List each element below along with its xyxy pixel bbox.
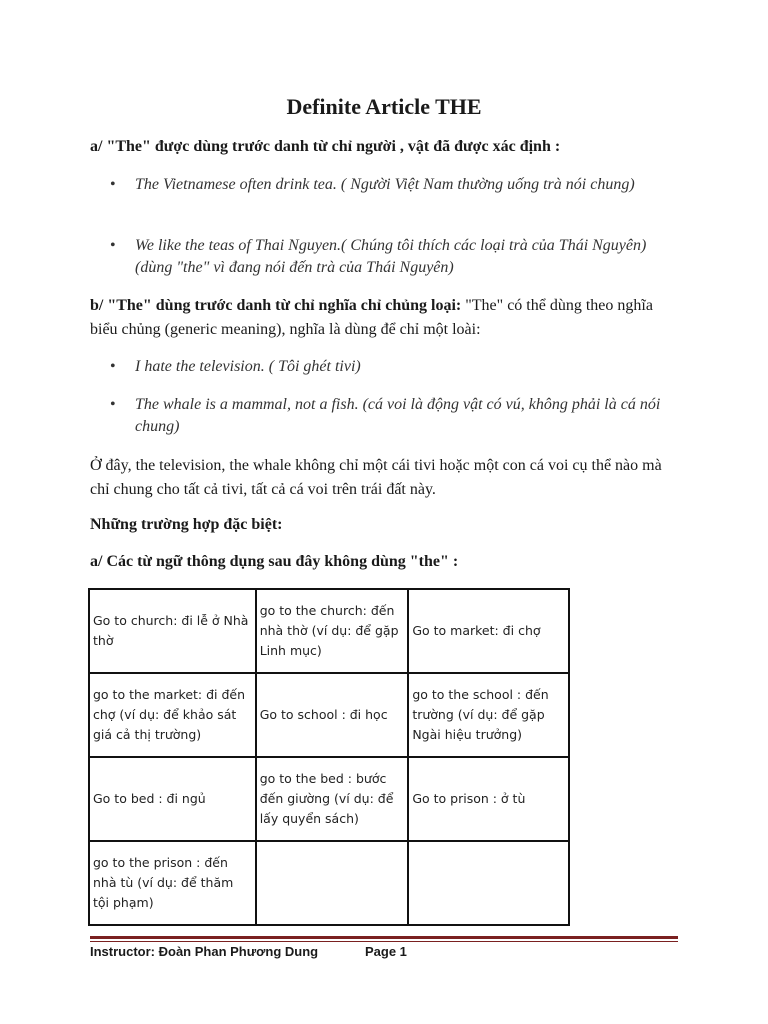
table-cell: go to the school : đến trường (ví dụ: để gặp Ngài hiệu trưởng): [408, 673, 569, 757]
list-item-text: The whale is a mammal, not a fish. (cá voi là động vật có vú, không phải là cá nói chung): [135, 396, 661, 435]
table-cell: go to the market: đi đến chợ (ví dụ: để khảo sát giá cả thị trường): [89, 673, 256, 757]
footer-divider: [90, 936, 678, 939]
list-item-text: We like the teas of Thai Nguyen.( Chúng tôi thích các loại trà của Thái Nguyên) (dùng "the" vì đang nói đến trà của Thái Nguyên): [135, 237, 647, 276]
bullet-icon: •: [110, 358, 116, 375]
special-a-heading: a/ Các từ ngữ thông dụng sau đây không dùng "the" :: [90, 553, 459, 570]
special-cases-heading: Những trường hợp đặc biệt:: [90, 516, 283, 533]
footer-divider-thin: [90, 941, 678, 942]
table-cell: Go to church: đi lễ ở Nhà thờ: [89, 589, 256, 673]
section-a-heading: a/ "The" được dùng trước danh từ chỉ người , vật đã được xác định :: [90, 138, 561, 155]
table-cell: [408, 841, 569, 925]
section-b-heading: [90, 294, 680, 342]
list-item: [110, 235, 680, 279]
table-cell: go to the prison : đến nhà tù (ví dụ: để thăm tội phạm): [89, 841, 256, 925]
list-item-text: I hate the television. ( Tôi ghét tivi): [135, 358, 361, 375]
table-row: [89, 589, 569, 673]
section-b-heading-rest: "The" có thể dùng theo nghĩa biểu chủng (generic meaning), nghĩa là dùng để chỉ một loài:: [90, 297, 653, 338]
table-cell: Go to prison : ở tù: [408, 757, 569, 841]
page-title: Definite Article THE: [286, 94, 482, 119]
table-row: [89, 757, 569, 841]
table-cell: go to the bed : bước đến giường (ví dụ: để lấy quyển sách): [256, 757, 409, 841]
list-item: [110, 174, 680, 196]
bullet-icon: •: [110, 176, 116, 193]
section-b-heading-bold: b/ "The" dùng trước danh từ chỉ nghĩa chỉ chủng loại:: [90, 297, 462, 314]
phrase-table: [88, 588, 570, 926]
table-row: [89, 673, 569, 757]
bullet-icon: •: [110, 237, 116, 254]
table-cell: [256, 841, 409, 925]
list-item: [110, 394, 680, 438]
list-item-text: The Vietnamese often drink tea. ( Người Việt Nam thường uống trà nói chung): [135, 176, 635, 193]
table-cell: Go to market: đi chợ: [408, 589, 569, 673]
list-item: [110, 356, 680, 378]
footer-instructor: Instructor: Đoàn Phan Phương Dung: [90, 944, 319, 959]
table-row: [89, 841, 569, 925]
table-cell: Go to bed : đi ngủ: [89, 757, 256, 841]
explanation-paragraph: Ở đây, the television, the whale không chỉ một cái tivi hoặc một con cá voi cụ thể nào mà chỉ chung cho tất cả tivi, tất cả cá voi trên trái đất này.: [90, 457, 662, 498]
footer-page-number: Page 1: [365, 944, 407, 959]
bullet-icon: •: [110, 396, 116, 413]
table-cell: go to the church: đến nhà thờ (ví dụ: để gặp Linh mục): [256, 589, 409, 673]
table-cell: Go to school : đi học: [256, 673, 409, 757]
